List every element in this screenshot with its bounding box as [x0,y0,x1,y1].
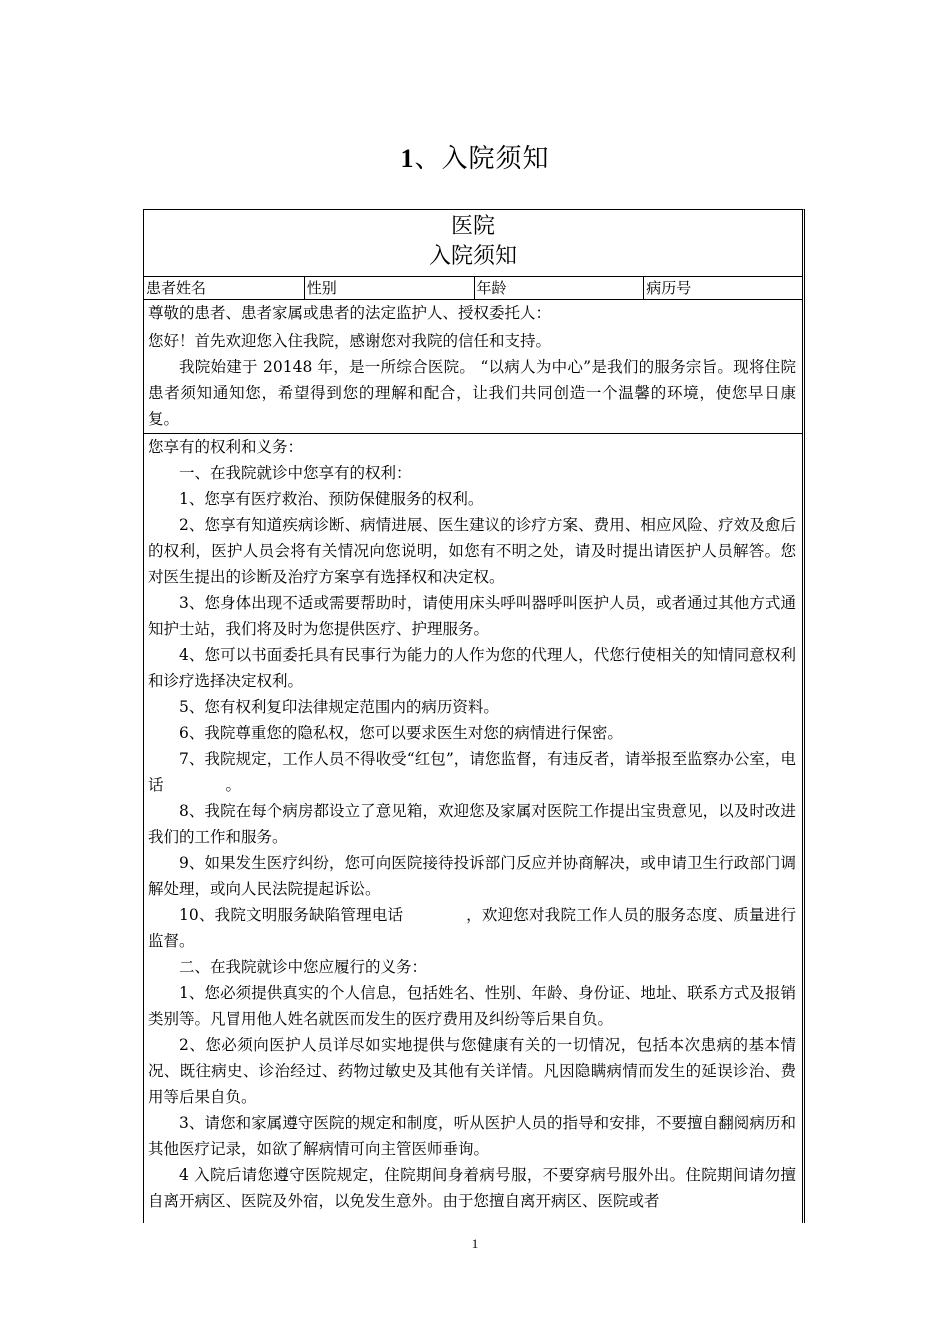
list-item: 2、您必须向医护人员详尽如实地提供与您健康有关的一切情况，包括本次患病的基本情况、既往病史、诊治经过、药物过敏史及其他有关详情。凡因隐瞒病情而发生的延误诊治、费用等后果自负。 [148,1036,796,1106]
salutation: 尊敬的患者、患者家属或患者的法定监护人、授权委托人： [148,304,552,322]
list-item: 8、我院在每个病房都设立了意见箱，欢迎您及家属对医院工作提出宝贵意见，以及时改进我们的工作和服务。 [148,802,796,846]
hospital-name: 医院 [450,214,495,239]
rights-heading: 一、在我院就诊中您享有的权利： [179,464,412,482]
list-item: 4、您可以书面委托具有民事行为能力的人作为您的代理人，代您行使相关的知情同意权利和诊疗选择决定权利。 [148,646,796,690]
form-subtitle: 入院须知 [428,244,517,269]
welcome-text: 您好！首先欢迎您入住我院，感谢您对我院的信任和支持。 [148,332,552,350]
list-item: 7、我院规定，工作人员不得收受“红包”，请您监督，有违反者，请举报至监察办公室，电话 。 [148,750,796,794]
field-record-number: 病历号 [646,279,692,297]
list-item: 4 入院后请您遵守医院规定，住院期间身着病号服，不要穿病号服外出。住院期间请勿擅自离开病区、医院及外宿，以免发生意外。由于您擅自离开病区、医院或者 [148,1166,796,1210]
form-header [144,210,802,277]
field-patient-name: 患者姓名 [144,277,305,299]
list-item: 3、请您和家属遵守医院的规定和制度，听从医护人员的指导和安排，不要擅自翻阅病历和其他医疗记录，如欲了解病情可向主管医师垂询。 [148,1114,796,1158]
list-item: 3、您身体出现不适或需要帮助时，请使用床头呼叫器呼叫医护人员，或者通过其他方式通知护士站，我们将及时为您提供医疗、护理服务。 [148,594,796,638]
intro-text: 我院始建于 20148 年，是一所综合医院。 “以病人为中心”是我们的服务宗旨。现将住院患者须知通知您，希望得到您的理解和配合，让我们共同创造一个温馨的环境，使您早日康复。 [148,358,796,428]
admission-notice-form [143,209,805,1223]
list-item: 9、如果发生医疗纠纷，您可向医院接待投诉部门反应并协商解决，或申请卫生行政部门调解处理，或向人民法院提起诉讼。 [148,854,796,898]
patient-info-row [144,277,802,300]
field-age: 年龄 [475,277,645,299]
page-title: 1、入院须知 [400,144,550,174]
list-item: 10、我院文明服务缺陷管理电话 ，欢迎您对我院工作人员的服务态度、质量进行监督。 [148,906,796,950]
list-item: 1、您必须提供真实的个人信息，包括姓名、性别、年龄、身份证、地址、联系方式及报销类别等。凡冒用他人姓名就医而发生的医疗费用及纠纷等后果自负。 [148,984,796,1028]
list-item: 6、我院尊重您的隐私权，您可以要求医生对您的病情进行保密。 [179,724,623,742]
page-number: 1 [471,1236,479,1251]
rights-duties-heading: 您享有的权利和义务： [148,438,304,456]
list-item: 2、您享有知道疾病诊断、病情进展、医生建议的诊疗方案、费用、相应风险、疗效及愈后的权利，医护人员会将有关情况向您说明，如您有不明之处，请及时提出请医护人员解答。您对医生提出的诊断及治疗方案享有选择权和决定权。 [148,516,796,586]
greeting-section [144,300,802,434]
rights-duties-section [144,434,802,1214]
list-item: 5、您有权利复印法律规定范围内的病历资料。 [179,698,499,716]
list-item: 1、您享有医疗救治、预防保健服务的权利。 [179,490,484,508]
field-gender: 性别 [305,277,475,299]
duties-heading: 二、在我院就诊中您应履行的义务： [179,958,428,976]
